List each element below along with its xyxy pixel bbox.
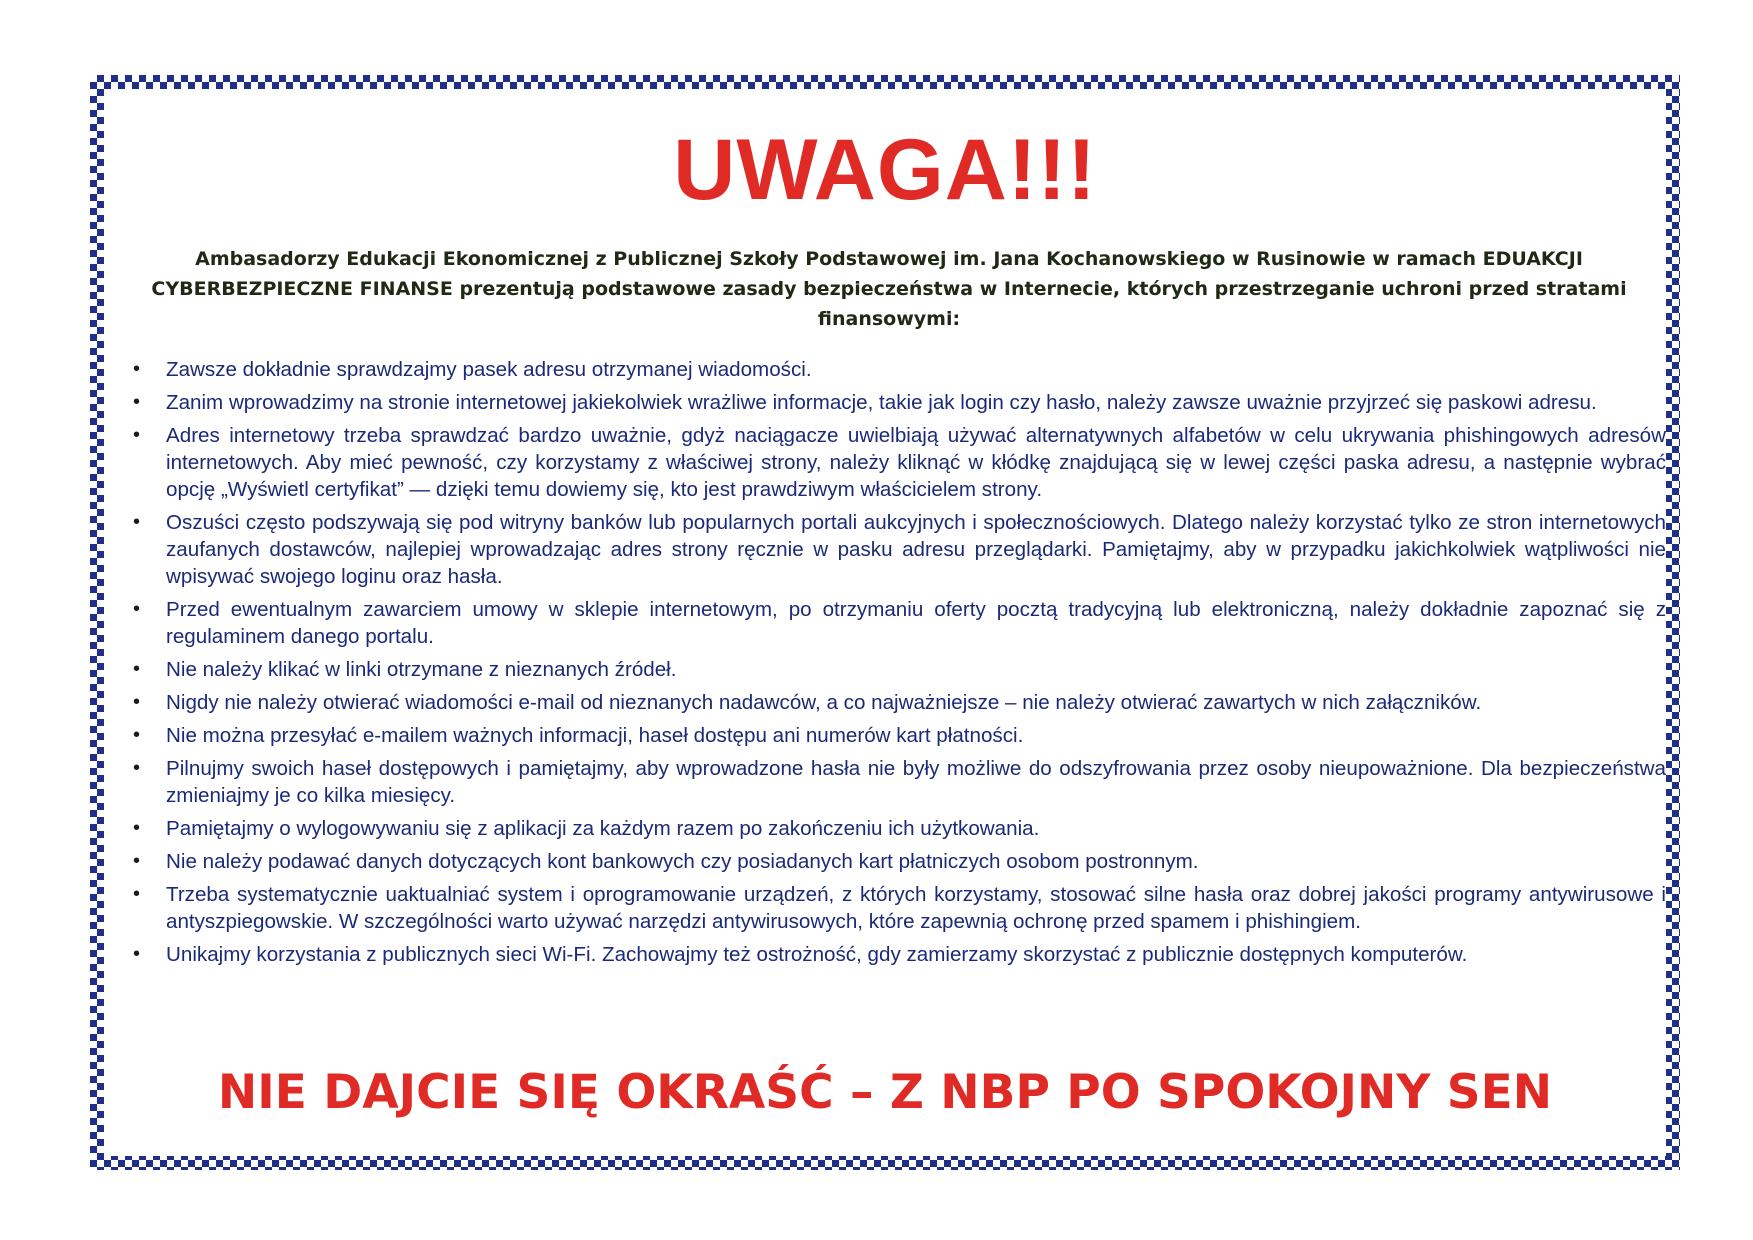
rule-item [133,941,1666,968]
rule-item [133,656,1666,683]
rule-text: Nie należy podawać danych dotyczących kont bankowych czy posiadanych kart płatniczych osobom postronnym. [166,850,1199,873]
rule-text: Pamiętajmy o wylogowywaniu się z aplikacji za każdym razem po zakończeniu ich użytkowania. [166,817,1040,840]
rule-item [133,755,1666,809]
bullet-icon: • [133,757,141,779]
rule-item [133,689,1666,716]
rule-item [133,722,1666,749]
rule-text: Unikajmy korzystania z publicznych sieci Wi-Fi. Zachowajmy też ostrożność, gdy zamierzamy skorzystać z publicznie dostępnych komputerów. [166,943,1468,966]
bullet-icon: • [133,724,141,746]
rule-item [133,848,1666,875]
rule-text: Zanim wprowadzimy na stronie internetowej jakiekolwiek wrażliwe informacje, takie jak login czy hasło, należy zawsze uważnie przyjrzeć się paskowi adresu. [166,391,1597,414]
bullet-icon: • [133,850,141,872]
bullet-icon: • [133,424,141,446]
poster-title: UWAGA!!! [673,122,1097,218]
intro-paragraph: Ambasadorzy Edukacji Ekonomicznej z Publicznej Szkoły Podstawowej im. Jana Kochanowskiego w Rusinowie w ramach EDUAKCJI CYBERBEZPIECZNE FINANSE prezentują podstawowe zasady bezpieczeństwa w Internecie, których przestrzeganie uchroni przed stratami finansowymi: [151,248,1627,330]
rule-item [133,422,1666,503]
poster-content [104,89,1666,1156]
rule-item [133,596,1666,650]
rule-text: Nigdy nie należy otwierać wiadomości e-mail od nieznanych nadawców, a co najważniejsze – nie należy otwierać zawartych w nich załączników. [166,691,1482,714]
bullet-icon: • [133,658,141,680]
footer-slogan: NIE DAJCIE SIĘ OKRAŚĆ – Z NBP PO SPOKOJNY SEN [217,1065,1553,1120]
rule-text: Pilnujmy swoich haseł dostępowych i pamiętajmy, aby wprowadzone hasła nie były możliwe do odszyfrowania przez osoby nieupoważnione. Dla bezpieczeństwa zmieniajmy je co kilka miesięcy. [166,757,1666,807]
rule-item [133,509,1666,590]
rule-text: Zawsze dokładnie sprawdzajmy pasek adresu otrzymanej wiadomości. [166,358,812,381]
rule-text: Nie można przesyłać e-mailem ważnych informacji, haseł dostępu ani numerów kart płatności. [166,724,1024,747]
checkered-border-frame [90,75,1680,1170]
safety-rules-list [104,356,1666,974]
rule-text: Nie należy klikać w linki otrzymane z nieznanych źródeł. [166,658,677,681]
rule-text: Oszuści często podszywają się pod witryny banków lub popularnych portali aukcyjnych i społecznościowych. Dlatego należy korzystać tylko ze stron internetowych zaufanych dostawców, najlepiej wprowadzając adres strony ręcznie w pasku adresu przeglądarki. Pamiętajmy, aby w przypadku jakichkolwiek wątpliwości nie wpisywać swojego loginu oraz hasła. [166,511,1666,588]
bullet-icon: • [133,691,141,713]
rule-item [133,356,1666,383]
rule-item [133,881,1666,935]
rule-text: Przed ewentualnym zawarciem umowy w sklepie internetowym, po otrzymaniu oferty pocztą tradycyjną lub elektroniczną, należy dokładnie zapoznać się z regulaminem danego portalu. [166,598,1666,648]
rule-text: Adres internetowy trzeba sprawdzać bardzo uważnie, gdyż naciągacze uwielbiają używać alternatywnych alfabetów w celu ukrywania phishingowych adresów internetowych. Aby mieć pewność, czy korzystamy z właściwej strony, należy kliknąć w kłódkę znajdującą się w lewej części paska adresu, a następnie wybrać opcję „Wyświetl certyfikat” — dzięki temu dowiemy się, kto jest prawdziwym właścicielem strony. [166,424,1666,501]
bullet-icon: • [133,511,141,533]
bullet-icon: • [133,943,141,965]
bullet-icon: • [133,883,141,905]
bullet-icon: • [133,817,141,839]
rule-item [133,389,1666,416]
rule-text: Trzeba systematycznie uaktualniać system i oprogramowanie urządzeń, z których korzystamy, stosować silne hasła oraz dobrej jakości programy antywirusowe i antyszpiegowskie. W szczególności warto używać narzędzi antywirusowych, które zapewnią ochronę przed spamem i phishingiem. [166,883,1666,933]
bullet-icon: • [133,358,141,380]
bullet-icon: • [133,598,141,620]
rule-item [133,815,1666,842]
bullet-icon: • [133,391,141,413]
